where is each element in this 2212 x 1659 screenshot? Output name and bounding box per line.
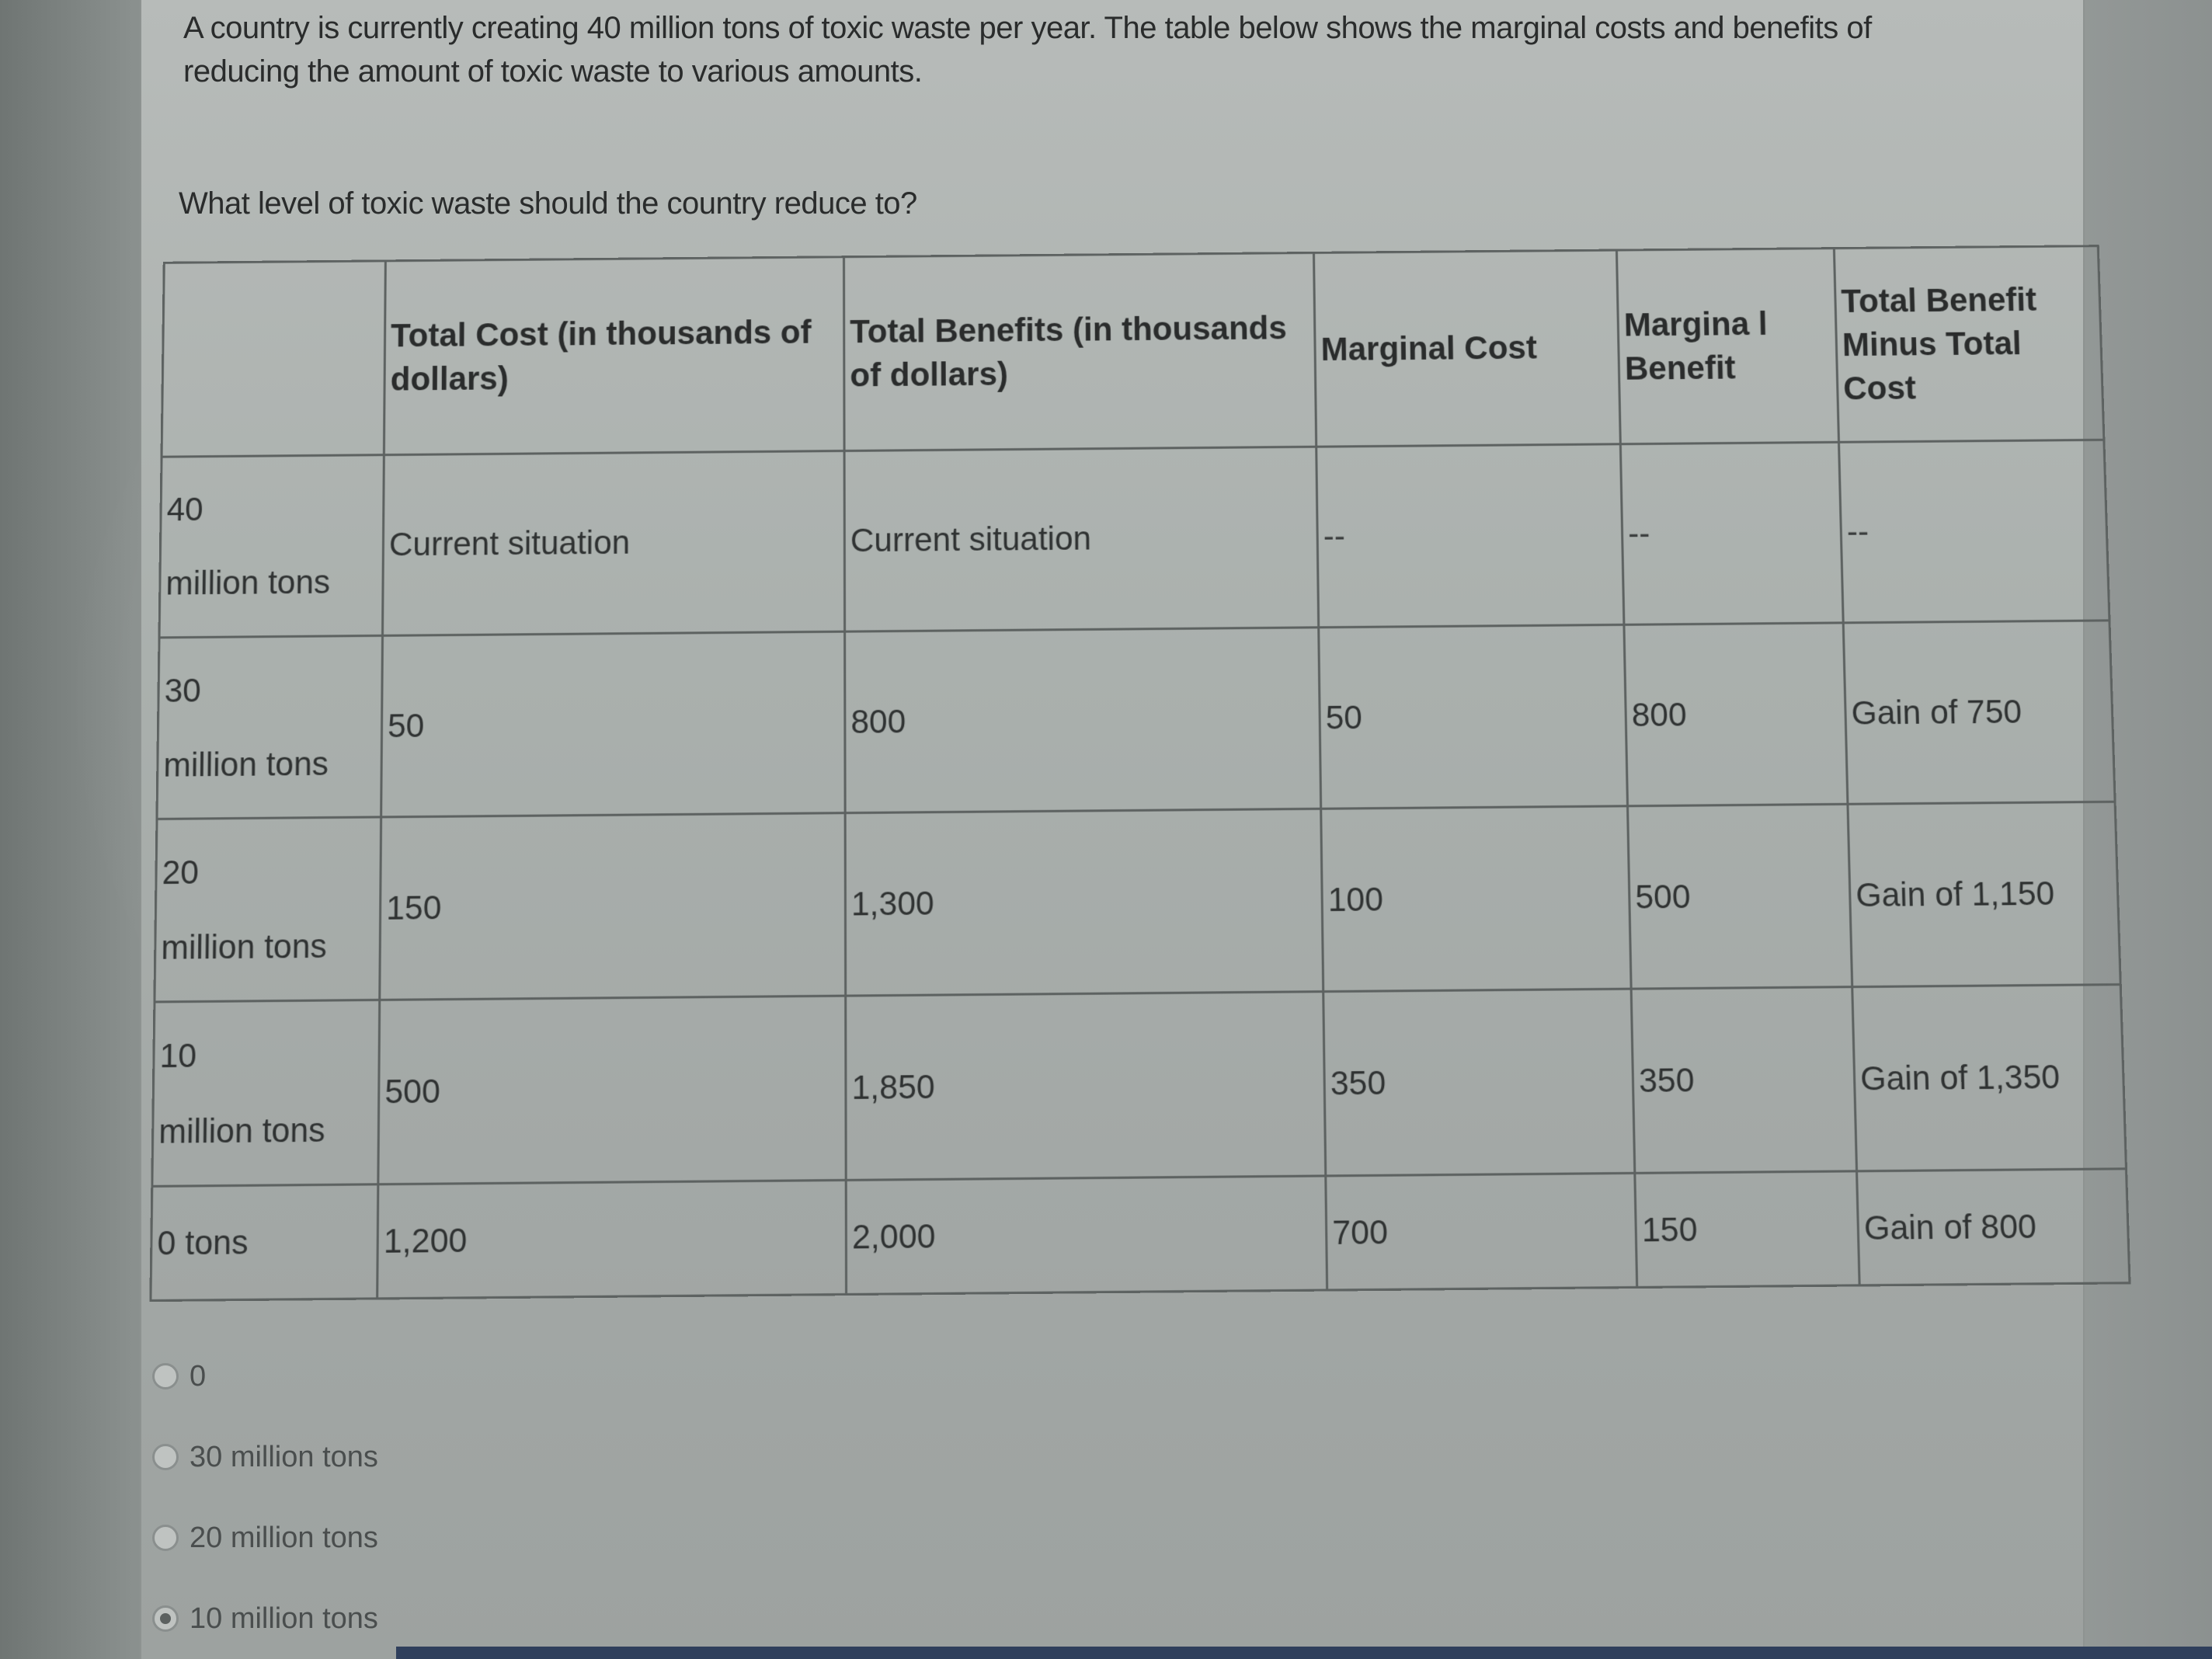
row-level-cell	[159, 455, 384, 637]
answer-options	[152, 1336, 378, 1659]
total-cost-cell: Current situation	[383, 451, 845, 635]
total-cost-cell: 150	[380, 812, 846, 1000]
header-cell-total-benefits: Total Benefits (in thousands of dollars)	[843, 252, 1316, 450]
option-label: 10 million tons	[190, 1602, 378, 1635]
total-benefits-cell: Current situation	[844, 447, 1319, 631]
marginal-benefit-cell: 150	[1635, 1171, 1859, 1287]
row-level-number: 20	[162, 853, 200, 892]
row-level-unit: million tons	[161, 927, 328, 966]
row-level-cell	[157, 635, 383, 819]
table-row	[152, 985, 2127, 1187]
radio-button[interactable]	[152, 1444, 179, 1470]
marginal-cost-cell: --	[1316, 444, 1624, 627]
row-level-unit: million tons	[165, 563, 331, 603]
answer-option-0[interactable]	[152, 1336, 378, 1417]
header-cell-level	[162, 261, 385, 457]
row-level-unit: million tons	[158, 1111, 325, 1151]
marginal-benefit-cell: 350	[1631, 987, 1856, 1174]
radio-button[interactable]	[152, 1363, 179, 1389]
question-text: A country is currently creating 40 million tons of toxic waste per year. The table below shows the marginal costs and benefits of reducing the amount of toxic waste to various amounts.	[183, 11, 1872, 89]
marginal-benefit-cell: --	[1620, 443, 1843, 624]
total-benefits-cell: 800	[845, 627, 1321, 812]
radio-button[interactable]	[152, 1525, 179, 1551]
header-cell-total-cost: Total Cost (in thousands of dollars)	[384, 257, 844, 455]
answer-option-10-million[interactable]	[152, 1578, 378, 1659]
total-cost-cell: 500	[378, 996, 846, 1184]
table-row	[157, 620, 2115, 819]
marginal-cost-cell: 100	[1321, 806, 1631, 992]
answer-option-20-million[interactable]	[152, 1497, 378, 1578]
total-benefits-cell: 1,300	[845, 809, 1323, 996]
total-cost-cell: 1,200	[377, 1181, 847, 1299]
row-level-unit: million tons	[163, 744, 329, 784]
marginal-benefit-cell: 500	[1628, 804, 1852, 989]
header-cell-marginal-benefit: Margina l Benefit	[1616, 249, 1838, 444]
question-prompt: What level of toxic waste should the country reduce to?	[179, 186, 917, 221]
net-cell: Gain of 750	[1843, 620, 2115, 804]
option-label: 0	[190, 1359, 207, 1393]
header-cell-net: Total Benefit Minus Total Cost	[1834, 246, 2104, 443]
total-benefits-cell: 1,850	[846, 992, 1326, 1181]
marginal-benefit-cell: 800	[1624, 622, 1848, 805]
total-benefits-cell: 2,000	[846, 1176, 1327, 1294]
cost-benefit-table	[149, 245, 2130, 1302]
table-row	[155, 802, 2120, 1002]
table-row	[151, 1169, 2130, 1301]
marginal-cost-cell: 350	[1323, 989, 1635, 1176]
bottom-toolbar	[396, 1647, 2212, 1659]
answer-option-30-million[interactable]	[152, 1417, 378, 1497]
option-label: 30 million tons	[190, 1440, 378, 1473]
option-label: 20 million tons	[190, 1521, 378, 1554]
net-cell: Gain of 1,150	[1848, 802, 2120, 987]
table-header-row	[162, 246, 2104, 457]
row-level-cell	[155, 817, 381, 1002]
row-level-cell	[152, 1000, 380, 1186]
row-level-cell: 0 tons	[151, 1184, 378, 1301]
row-level-number: 40	[166, 491, 203, 528]
header-cell-marginal-cost: Marginal Cost	[1314, 250, 1621, 447]
radio-button-selected[interactable]	[152, 1605, 179, 1632]
row-level-number: 10	[159, 1036, 197, 1075]
net-cell: Gain of 800	[1857, 1169, 2130, 1285]
marginal-cost-cell: 50	[1319, 624, 1628, 809]
marginal-cost-cell: 700	[1326, 1174, 1637, 1290]
total-cost-cell: 50	[381, 631, 845, 817]
net-cell: --	[1839, 440, 2109, 623]
row-level-number: 30	[164, 671, 202, 709]
net-cell: Gain of 1,350	[1852, 985, 2127, 1172]
table-row	[159, 440, 2109, 638]
